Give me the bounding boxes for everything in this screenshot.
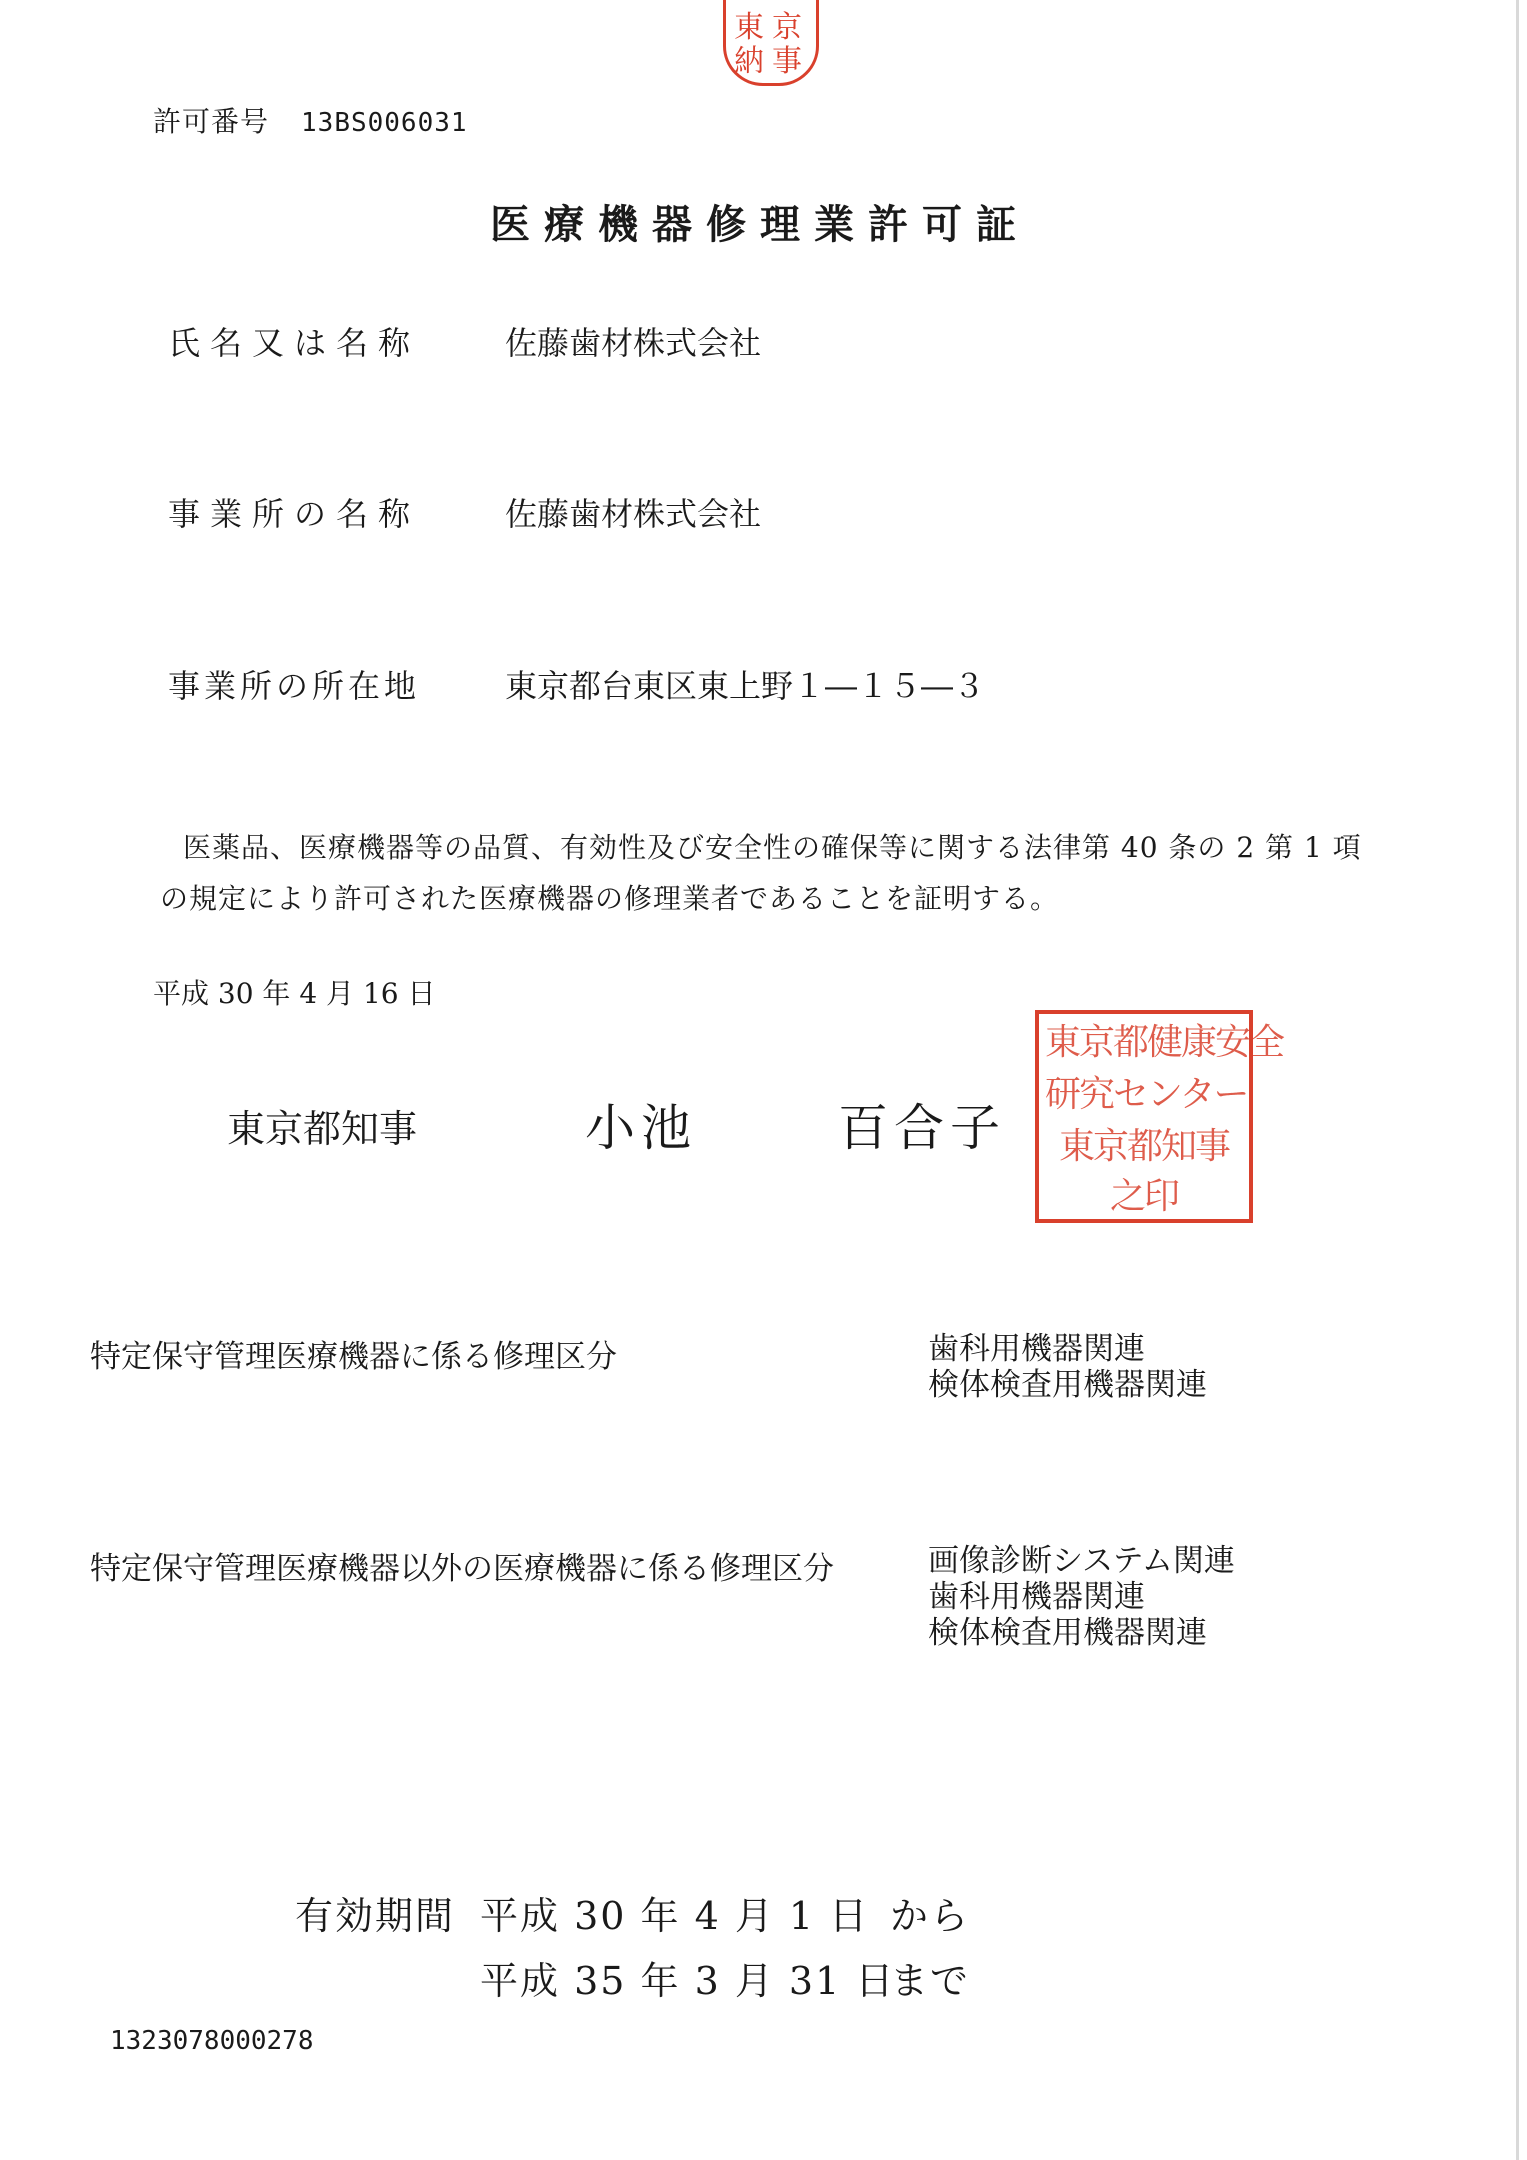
permit-number-value: 13BS006031 (301, 108, 468, 138)
statement-line-1: 医薬品、医療機器等の品質、有効性及び安全性の確保等に関する法律第 40 条の 2 第 1 項 (183, 831, 1362, 864)
validity-from: 平成 30 年 4 月 1 日 (480, 1894, 870, 1938)
statement-line-2: の規定により許可された医療機器の修理業者であることを証明する。 (160, 882, 1060, 915)
field-label-office-name: 事業所の名称 (168, 495, 421, 533)
seal-line: 東京都知事 (1058, 1126, 1229, 1167)
field-label-name: 氏名又は名称 (168, 324, 421, 362)
seal-line: 之印 (1109, 1176, 1178, 1217)
category-item: 歯科用機器関連 (928, 1579, 1145, 1615)
validity-to-suffix: まで (890, 1959, 971, 2003)
seal-line: 東京都健康安全 (1045, 1022, 1284, 1063)
category-item: 検体検査用機器関連 (928, 1615, 1207, 1651)
top-seal-glyph: 東 (734, 10, 764, 45)
field-label-office-address: 事業所の所在地 (168, 667, 421, 705)
serial-number: 1323078000278 (110, 2026, 314, 2056)
page-edge (1516, 0, 1519, 2160)
field-value-office-name: 佐藤歯材株式会社 (505, 495, 762, 533)
category-label: 特定保守管理医療機器に係る修理区分 (90, 1339, 617, 1375)
signature-given-name: 百合子 (838, 1099, 1006, 1157)
category-items (928, 1331, 1207, 1403)
category-item: 検体検査用機器関連 (928, 1367, 1207, 1403)
category-label: 特定保守管理医療機器以外の医療機器に係る修理区分 (90, 1551, 834, 1587)
signature-surname: 小池 (585, 1099, 697, 1157)
permit-number (153, 100, 468, 140)
document-title: 医療機器修理業許可証 (490, 201, 1030, 248)
permit-number-label: 許可番号 (153, 105, 270, 138)
top-seal-stamp (723, 0, 819, 86)
validity-from-suffix: から (890, 1894, 971, 1938)
validity-to: 平成 35 年 3 月 31 日 (480, 1959, 896, 2003)
top-seal-glyph: 事 (772, 44, 802, 79)
top-seal-glyph: 京 (772, 10, 802, 45)
top-seal-glyph: 納 (734, 44, 764, 79)
category-item: 画像診断システム関連 (928, 1543, 1235, 1579)
category-items (928, 1543, 1235, 1651)
field-value-name: 佐藤歯材株式会社 (505, 324, 762, 362)
field-value-office-address: 東京都台東区東上野１―１５―３ (505, 667, 986, 705)
validity-label: 有効期間 (295, 1894, 456, 1938)
issue-date: 平成 30 年 4 月 16 日 (153, 977, 436, 1010)
seal-line: 研究センター (1045, 1074, 1248, 1115)
governor-seal (1035, 1010, 1284, 1223)
category-item: 歯科用機器関連 (928, 1331, 1145, 1367)
issuer-title: 東京都知事 (227, 1107, 418, 1151)
